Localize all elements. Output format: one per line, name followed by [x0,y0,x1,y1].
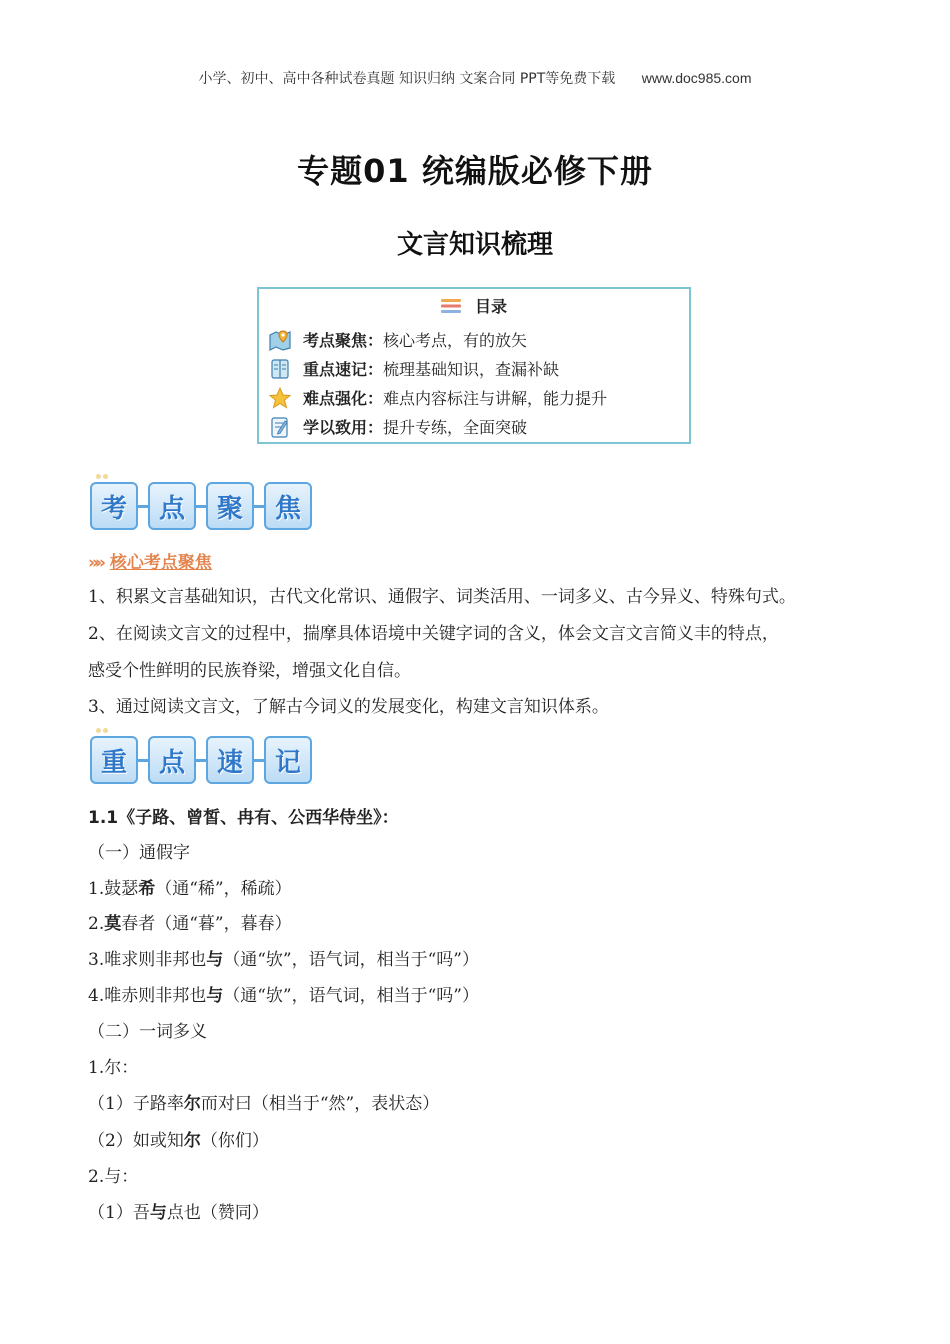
word-er-sense-2: （2）如或知尔（你们） [88,1131,269,1151]
banner-focus [90,482,322,530]
banner-tile: 聚 [206,482,254,530]
word-er: 1.尔： [88,1058,139,1078]
toc-item-difficult[interactable] [269,386,607,409]
banner-tile: 记 [264,736,312,784]
word-yu: 2.与： [88,1167,139,1187]
subsection-tongjia: （一）通假字 [88,843,190,863]
toc-item-practice[interactable] [269,415,527,438]
header-text: 小学、初中、高中各种试卷真题 知识归纳 文案合同 PPT等免费下载 [198,71,616,87]
header-url[interactable]: www.doc985.com [641,70,752,86]
tongjia-item-2: 2.莫春者（通“暮”，暮春） [88,914,292,934]
star-icon [269,387,291,409]
tongjia-item-4: 4.唯赤则非邦也与（通“欤”，语气词，相当于“吗”） [88,986,479,1006]
page-header [0,68,950,88]
subsection-polysemy: （二）一词多义 [88,1022,207,1042]
tongjia-item-1: 1.鼓瑟希（通“稀”，稀疏） [88,879,292,899]
toc-heading [259,294,689,318]
banner-tile: 点 [148,736,196,784]
map-icon [269,329,291,351]
banner-tile: 考 [90,482,138,530]
toc-item-memorize[interactable] [269,357,559,380]
toc-item-desc: 提升专练，全面突破 [383,418,528,437]
focus-item-2-cont: 感受个性鲜明的民族脊梁，增强文化自信。 [88,661,411,681]
list-icon [441,298,461,318]
toc-item-label: 考点聚焦： [303,331,384,350]
page-title: 专题01 统编版必修下册 [297,152,653,190]
core-focus-label: 核心考点聚焦 [109,553,212,573]
banner-memorize [90,736,322,784]
banner-tile: 点 [148,482,196,530]
toc-heading-text: 目录 [474,297,507,316]
tongjia-item-3: 3.唯求则非邦也与（通“欤”，语气词，相当于“吗”） [88,950,479,970]
decor-dots [96,474,108,479]
page-subtitle: 文言知识梳理 [396,230,553,260]
focus-item-1: 1、积累文言基础知识，古代文化常识、通假字、词类活用、一词多义、古今异义、特殊句式。 [88,587,796,607]
toc-item-label: 重点速记： [303,360,384,379]
toc-item-desc: 核心考点，有的放矢 [383,331,528,350]
banner-tile: 焦 [264,482,312,530]
section-heading: 1.1《子路、曾皙、冉有、公西华侍坐》： [88,808,399,828]
focus-item-2: 2、在阅读文言文的过程中，揣摩具体语境中关键字词的含义，体会文言文言简义丰的特点， [88,624,779,644]
toc-item-desc: 梳理基础知识，查漏补缺 [383,360,560,379]
book-icon [269,358,291,380]
word-yu-sense-1: （1）吾与点也（赞同） [88,1203,269,1223]
checklist-icon [269,416,291,438]
toc-item-label: 难点强化： [303,389,384,408]
word-er-sense-1: （1）子路率尔而对曰（相当于“然”，表状态） [88,1094,440,1114]
toc-item-focus[interactable] [269,328,527,351]
table-of-contents [257,287,691,444]
decor-dots [96,728,108,733]
banner-tile: 速 [206,736,254,784]
focus-item-3: 3、通过阅读文言文，了解古今词义的发展变化，构建文言知识体系。 [88,697,609,717]
toc-item-label: 学以致用： [303,418,384,437]
double-chevron-icon: »» [88,553,102,573]
toc-item-desc: 难点内容标注与讲解，能力提升 [383,389,608,408]
core-focus-link[interactable] [88,548,212,573]
banner-tile: 重 [90,736,138,784]
